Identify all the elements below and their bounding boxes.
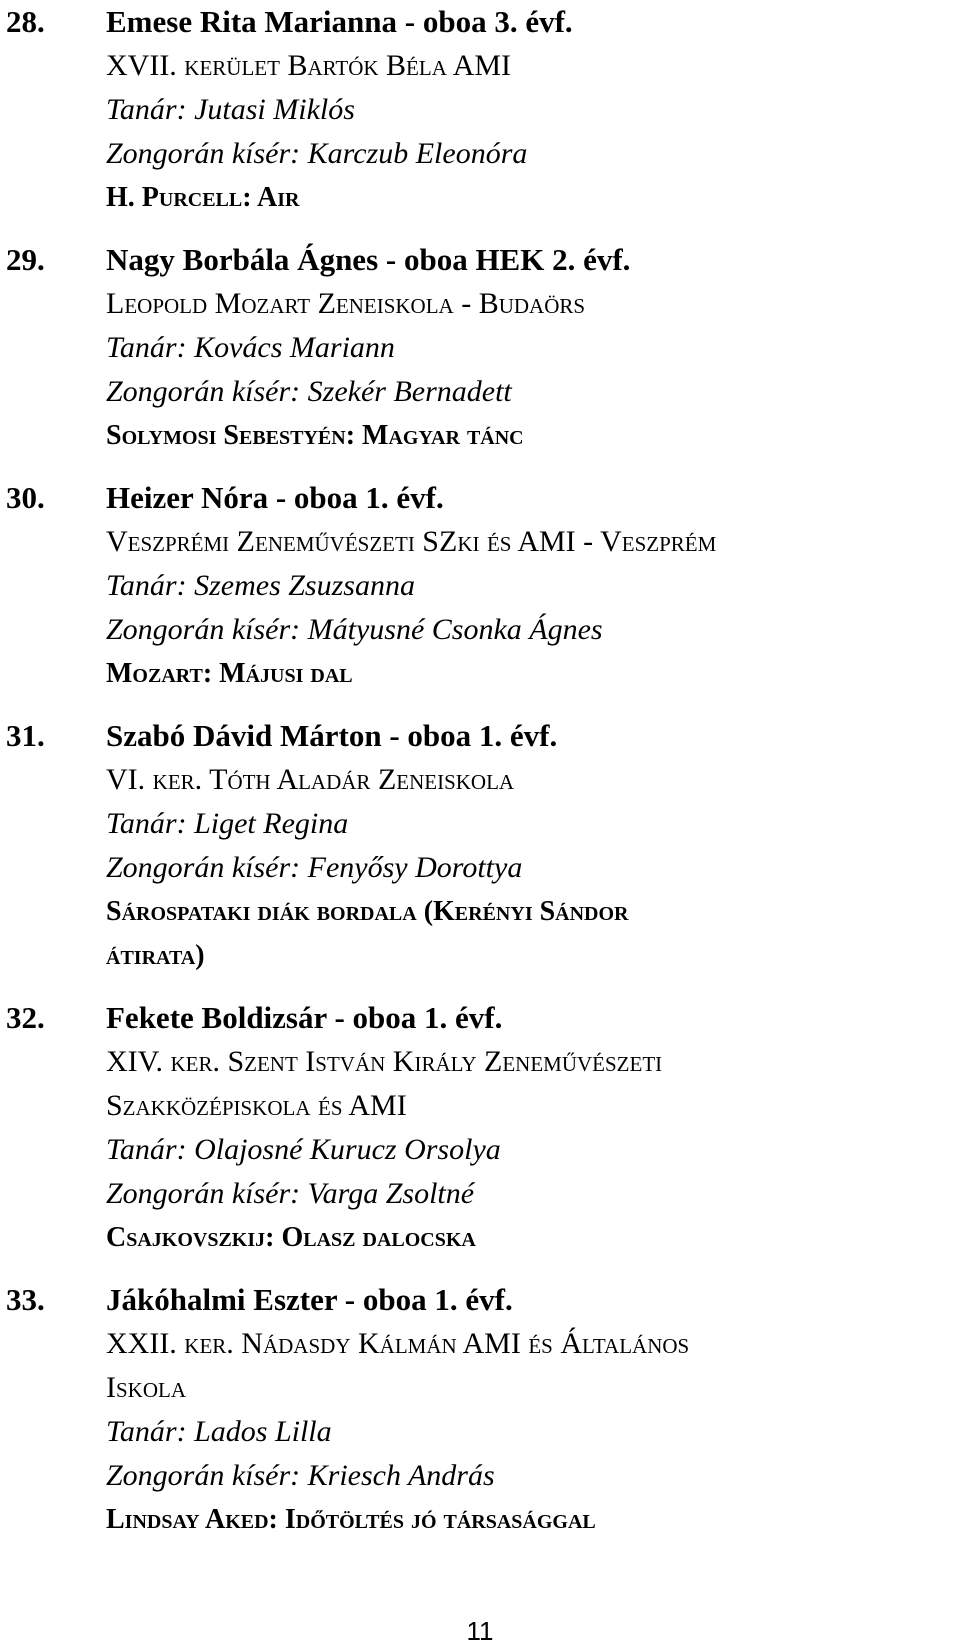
piece-line: Csajkovszkij: Olasz dalocska — [106, 1222, 476, 1253]
entry-spacer — [0, 696, 960, 714]
page-number: 11 — [466, 1616, 494, 1646]
accompanist-line: Zongorán kísér: Mátyusné Csonka Ágnes — [106, 613, 603, 646]
performer-name: Jákóhalmi Eszter - oboa 1. évf. — [106, 1282, 513, 1317]
program-entry — [0, 0, 960, 220]
teacher-line: Tanár: Liget Regina — [106, 807, 349, 840]
performer-name: Szabó Dávid Márton - oboa 1. évf. — [106, 718, 558, 753]
entry-number: 30. — [6, 480, 45, 515]
entry-spacer — [0, 458, 960, 476]
piece-line: H. Purcell: Air — [106, 182, 300, 213]
accompanist-line: Zongorán kísér: Varga Zsoltné — [106, 1177, 475, 1210]
program-entry — [0, 996, 960, 1260]
entry-spacer — [0, 978, 960, 996]
entry-spacer — [0, 220, 960, 238]
accompanist-line: Zongorán kísér: Fenyősy Dorottya — [106, 851, 523, 884]
program-entry — [0, 714, 960, 978]
piece-line: Solymosi Sebestyén: Magyar tánc — [106, 420, 524, 451]
entry-spacer — [0, 1260, 960, 1278]
teacher-line: Tanár: Lados Lilla — [106, 1415, 332, 1448]
school-line: XXII. ker. Nádasdy Kálmán AMI és Általános — [106, 1327, 690, 1360]
teacher-line: Tanár: Kovács Mariann — [106, 331, 395, 364]
accompanist-line: Zongorán kísér: Karczub Eleonóra — [106, 137, 528, 170]
school-line: Szakközépiskola és AMI — [106, 1089, 407, 1122]
entry-number: 32. — [6, 1000, 45, 1035]
teacher-line: Tanár: Jutasi Miklós — [106, 93, 355, 126]
school-line: XVII. kerület Bartók Béla AMI — [106, 49, 512, 82]
entry-number: 28. — [6, 4, 45, 39]
accompanist-line: Zongorán kísér: Szekér Bernadett — [106, 375, 512, 408]
piece-line: átirata) — [106, 940, 205, 971]
piece-line: Lindsay Aked: Időtöltés jó társasággal — [106, 1504, 596, 1535]
entry-number: 33. — [6, 1282, 45, 1317]
school-line: XIV. ker. Szent István Király Zeneművészeti — [106, 1045, 663, 1078]
school-line: Iskola — [106, 1371, 186, 1404]
performer-name: Nagy Borbála Ágnes - oboa HEK 2. évf. — [106, 242, 631, 277]
teacher-line: Tanár: Olajosné Kurucz Orsolya — [106, 1133, 501, 1166]
school-line: Leopold Mozart Zeneiskola - Budaörs — [106, 287, 586, 320]
school-line: Veszprémi Zeneművészeti SZki és AMI - Veszprém — [106, 525, 717, 558]
entry-number: 31. — [6, 718, 45, 753]
piece-line: Mozart: Májusi dal — [106, 658, 353, 689]
teacher-line: Tanár: Szemes Zsuzsanna — [106, 569, 415, 602]
entry-number: 29. — [6, 242, 45, 277]
performer-name: Emese Rita Marianna - oboa 3. évf. — [106, 4, 573, 39]
program-entry — [0, 1278, 960, 1542]
accompanist-line: Zongorán kísér: Kriesch András — [106, 1459, 495, 1492]
program-entry — [0, 476, 960, 696]
performer-name: Fekete Boldizsár - oboa 1. évf. — [106, 1000, 503, 1035]
school-line: VI. ker. Tóth Aladár Zeneiskola — [106, 763, 515, 796]
program-entry — [0, 238, 960, 458]
piece-line: Sárospataki diák bordala (Kerényi Sándor — [106, 896, 629, 927]
performer-name: Heizer Nóra - oboa 1. évf. — [106, 480, 444, 515]
